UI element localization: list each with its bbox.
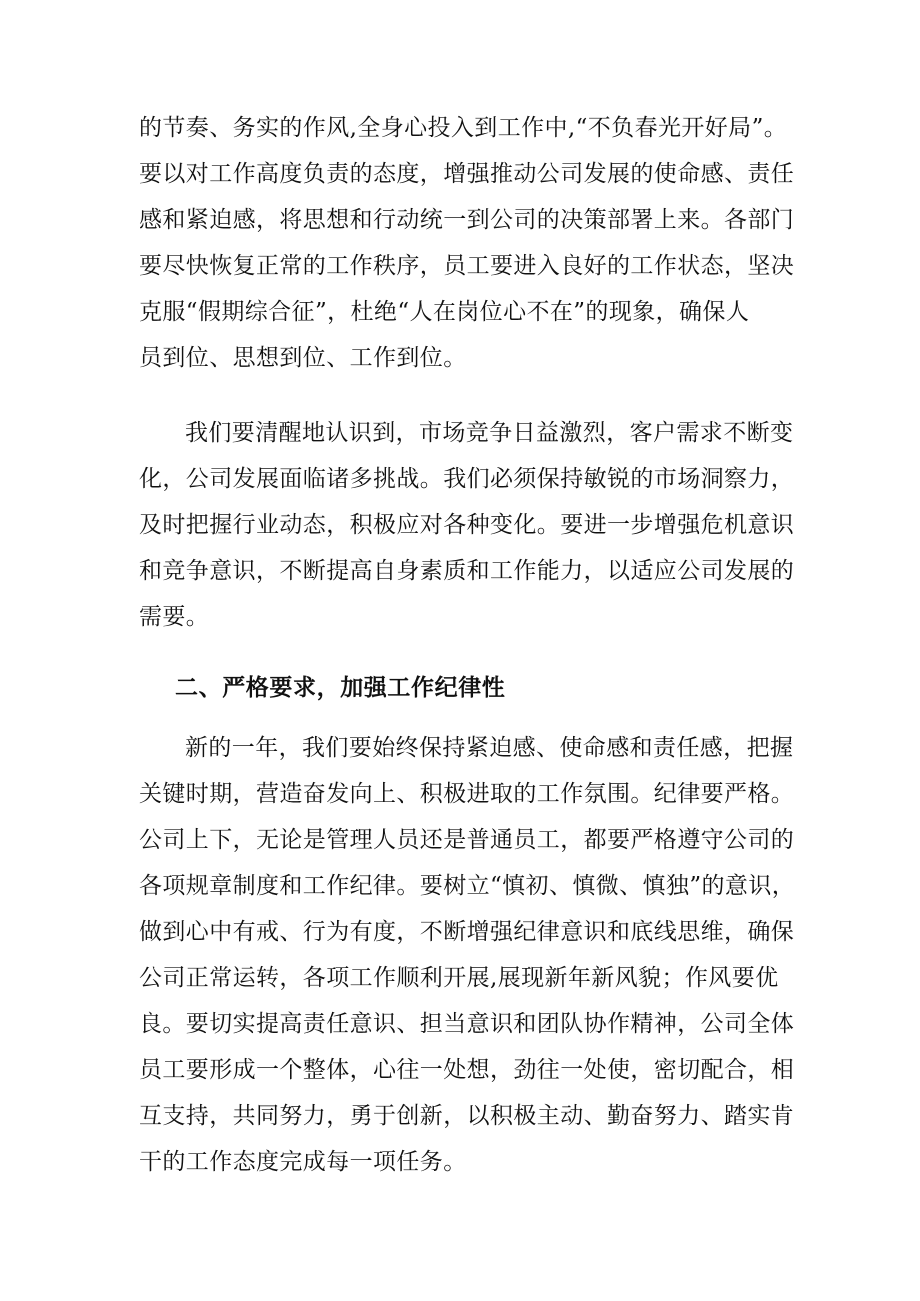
- paragraph-work-discipline: [139, 725, 796, 1185]
- text-line: 互支持，共同努力，勇于创新，以积极主动、勤奋努力、踏实肯: [139, 1103, 795, 1129]
- text-line: 各项规章制度和工作纪律。要树立“慎初、慎微、慎独”的意识，: [139, 873, 796, 899]
- text-line: 关键时期，营造奋发向上、积极进取的工作氛围。纪律要严格。: [139, 781, 795, 807]
- heading-text: 二、严格要求，加强工作纪律性: [175, 675, 506, 701]
- text-line: 化，公司发展面临诸多挑战。我们必须保持敏锐的市场洞察力，: [139, 466, 795, 492]
- text-line: 的节奏、务实的作风,全身心投入到工作中,“不负春光开好局”。: [139, 115, 788, 141]
- text-line: 我们要清醒地认识到，市场竞争日益激烈，客户需求不断变: [185, 420, 794, 446]
- text-line: 公司正常运转，各项工作顺利开展,展现新年新风貌；作风要优: [139, 965, 779, 991]
- text-line: 公司上下，无论是管理人员还是普通员工，都要严格遵守公司的: [139, 827, 795, 853]
- text-line: 及时把握行业动态，积极应对各种变化。要进一步增强危机意识: [139, 512, 795, 538]
- text-line: 需要。: [139, 604, 210, 630]
- text-line: 克服“假期综合征”，杜绝“人在岗位心不在”的现象，确保人: [139, 299, 750, 325]
- section-heading: [139, 665, 789, 711]
- text-line: 良。要切实提高责任意识、担当意识和团队协作精神，公司全体: [139, 1011, 795, 1037]
- text-line: 干的工作态度完成每一项任务。: [139, 1149, 467, 1175]
- text-line: 员工要形成一个整体，心往一处想，劲往一处使，密切配合，相: [139, 1057, 795, 1083]
- text-line: 要以对工作高度负责的态度，增强推动公司发展的使命感、责任: [139, 161, 795, 187]
- paragraph-market-awareness: [139, 410, 795, 640]
- text-line: 做到心中有戒、行为有度，不断增强纪律意识和底线思维，确保: [139, 919, 795, 945]
- paragraph-work-attitude: [139, 105, 795, 381]
- text-line: 感和紧迫感，将思想和行动统一到公司的决策部署上来。各部门: [139, 207, 795, 233]
- text-line: 新的一年，我们要始终保持紧迫感、使命感和责任感，把握: [185, 735, 794, 761]
- text-line: 和竞争意识，不断提高自身素质和工作能力，以适应公司发展的: [139, 558, 795, 584]
- text-line: 员到位、思想到位、工作到位。: [139, 345, 467, 371]
- text-line: 要尽快恢复正常的工作秩序，员工要进入良好的工作状态，坚决: [139, 253, 795, 279]
